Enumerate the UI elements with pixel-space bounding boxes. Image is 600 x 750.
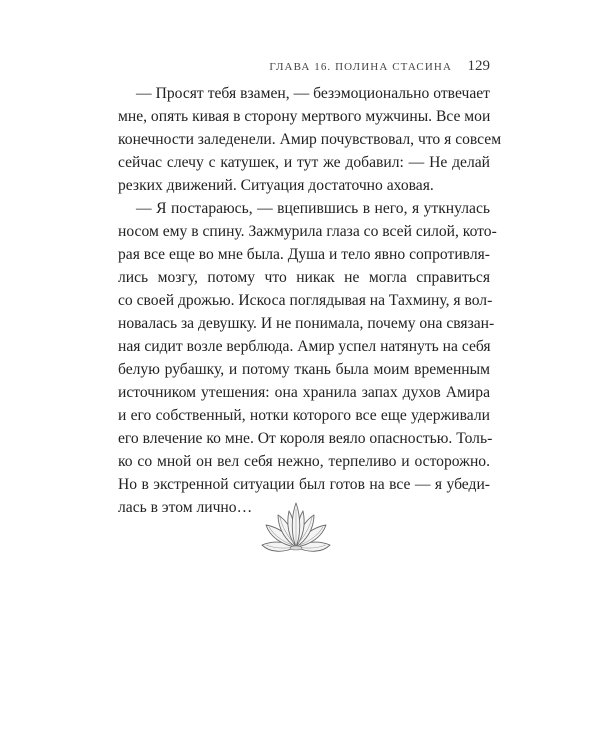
text-line: носом ему в спину. Зажмурила глаза со всей силой, кото- xyxy=(118,223,497,240)
text-line: и его собственный, нотки которого все еще удерживали xyxy=(118,407,490,424)
text-line: со своей дрожью. Искоса поглядывая на Тахмину, я вол- xyxy=(118,292,493,309)
text-line: белую рубашку, и потому ткань была моим временным xyxy=(118,361,490,378)
text-line: источником утешения: она хранила запах духов Амира xyxy=(118,384,490,401)
text-line: рая все еще во мне была. Душа и тело явно сопротивля- xyxy=(118,246,490,263)
paragraph-2 xyxy=(118,197,497,519)
chapter-title: ГЛАВА 16. ПОЛИНА СТАСИНА xyxy=(269,61,452,73)
text-line: новалась за девушку. И не понимала, почему она связан- xyxy=(118,315,495,332)
page-number: 129 xyxy=(467,58,490,74)
text-line: ная сидит возле верблюда. Амир успел натянуть на себя xyxy=(118,338,491,355)
text-line: лись мозгу, потому что никак не могла справиться xyxy=(118,269,490,286)
text-line: конечности заледенели. Амир почувствовал, что я совсем xyxy=(118,131,502,148)
text-line: резких движений. Ситуация достаточно аховая. xyxy=(118,177,434,194)
text-line: Но в экстренной ситуации был готов на все — я убеди- xyxy=(118,476,490,493)
running-head xyxy=(269,58,490,78)
text-line: — Я постараюсь, — вцепившись в него, я уткнулась xyxy=(136,200,490,217)
text-line: сейчас слечу с катушек, и тут же добавил: — Не делай xyxy=(118,154,490,171)
lotus-ornament-icon xyxy=(258,497,334,561)
body-text xyxy=(118,82,502,519)
text-line: ко со мной он вел себя нежно, терпеливо и осторожно. xyxy=(118,453,490,470)
text-line: — Просят тебя взамен, — безэмоционально отвечает xyxy=(136,85,490,102)
paragraph-1 xyxy=(118,82,502,197)
text-line: его влечение ко мне. От короля веяло опасностью. Толь- xyxy=(118,430,493,447)
text-line: мне, опять кивая в сторону мертвого мужчины. Все мои xyxy=(118,108,491,125)
text-line: лась в этом лично… xyxy=(118,499,253,516)
